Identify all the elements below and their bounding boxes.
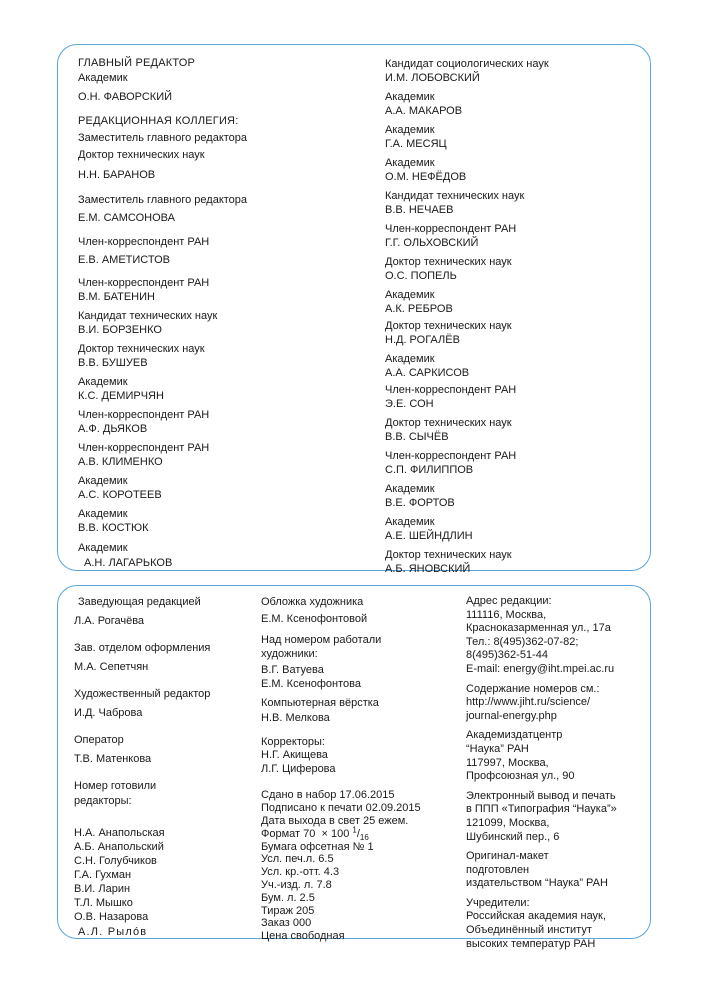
board-member [385,548,645,576]
title-line: Член-корреспондент РАН [78,277,210,289]
staff-entry [261,634,451,691]
imprint-line: Подписано к печати 02.09.2015 [261,802,421,815]
person-line: М.А. Сепетчян [74,661,149,673]
person-line: Н.Г. Акищева [261,749,328,762]
address-line: в ППП «Типография “Наука”» [466,803,617,816]
board-member [385,222,645,250]
role-line: Зав. отделом оформления [74,642,211,654]
title-line: Член-корреспондент РАН [385,450,517,462]
format-times: × 100 [321,827,350,840]
title-line: Член-корреспондент РАН [78,236,210,248]
editor-name: В.И. Ларин [74,883,131,895]
board-member [78,234,368,267]
imprint-line: Сдано в набор 17.06.2015 [261,789,395,802]
publisher-address [466,729,646,783]
name-line: А.А. САРКИСОВ [385,367,470,379]
address-line: 121099, Москва, [466,816,550,829]
name-line: К.С. ДЕМИРЧЯН [78,390,164,402]
founder-line: высоких температур РАН [466,937,596,950]
name-line: О.Н. ФАВОРСКИЙ [78,91,173,103]
editor-in-chief [78,56,368,104]
editor-name: А.Л. Рылóв [78,926,148,938]
name-line: И.М. ЛОБОВСКИЙ [385,72,480,84]
title-line: Академик [78,376,128,388]
board-member [385,383,645,411]
title-line: Академик [385,91,435,103]
board-member [385,482,645,510]
name-line: Е.М. САМСОНОВА [78,212,175,224]
role-line: редакторы: [74,795,132,807]
name-line: В.И. БОРЗЕНКО [78,324,162,336]
board-member [78,309,368,337]
person-line: Л.Г. Циферова [261,762,336,775]
format-line: Формат 70 × 100 $^1/_{16}$ [261,825,369,842]
role-line: Художественный редактор [74,688,211,700]
title-line: Член-корреспондент РАН [385,223,517,235]
name-line: Г.Г. ОЛЬХОВСКИЙ [385,237,479,249]
title-line: Заместитель главного редактора [78,132,248,144]
name-line: Э.Е. СОН [385,398,434,410]
credit-line: подготовлен [466,863,530,876]
title-line: Академик [78,475,128,487]
board-right-column [385,57,645,576]
board-member [385,288,645,316]
name-line: А.Н. ЛАГАРЬКОВ [84,557,173,569]
imprint-details [261,789,451,943]
title-line: Академик [385,353,435,365]
staff-column-3 [466,595,646,951]
person-line: Е.М. Ксенофонтова [261,677,361,690]
name-line: А.Е. ШЕЙНДЛИН [385,530,473,542]
editorial-address [466,595,646,677]
title-line: Академик [78,72,128,84]
link-heading: Содержание номеров см.: [466,682,600,695]
phone-line: 8(495)362-51-44 [466,649,548,662]
staff-entry [74,595,254,628]
role-line: Обложка художника [261,596,364,608]
role-line: Заведующая редакцией [78,596,201,608]
staff-column-2 [261,595,451,943]
title-line: Доктор технических наук [78,149,205,161]
name-line: В.В. КОСТЮК [78,522,149,534]
title-line: Кандидат технических наук [385,190,525,202]
board-member [78,540,368,570]
title-line: Заместитель главного редактора [78,194,248,206]
board-member [385,352,645,380]
name-line: А.В. КЛИМЕНКО [78,456,163,468]
credit-line: Оригинал-макет [466,850,549,863]
board-member [78,408,368,436]
board-member [78,342,368,370]
person-line: Л.А. Рогачёва [74,615,145,627]
role-line: Компьютерная вёрстка [261,697,379,710]
staff-entry [74,641,254,674]
founder-line: Российская академия наук, [466,910,606,923]
staff-entry [261,595,451,626]
board-member [385,449,645,477]
person-line: Т.В. Матенкова [74,753,152,765]
imprint-line: Усл. печ.л. 6.5 [261,853,334,866]
name-line: В.В. СЫЧЁВ [385,431,449,443]
name-line: Н.Д. РОГАЛЁВ [385,334,460,346]
name-line: Г.А. МЕСЯЦ [385,138,447,150]
title-line: Кандидат технических наук [78,310,218,322]
address-line: Академиздатцентр [466,729,563,742]
name-line: О.М. НЕФЁДОВ [385,171,467,183]
board-member [385,416,645,444]
title-line: Член-корреспондент РАН [385,384,517,396]
title-line: Член-корреспондент РАН [78,409,210,421]
title-line: Академик [385,157,435,169]
name-line: А.К. РЕБРОВ [385,303,453,315]
board-member [78,474,368,502]
staff-entry [74,733,254,766]
credit-line: издательством “Наука” РАН [466,877,608,890]
imprint-line: Заказ 000 [261,917,312,930]
board-member [78,375,368,403]
person-line: В.Г. Ватуева [261,664,324,677]
format-prefix: Формат 70 [261,827,316,840]
role-line: Номер готовили [74,780,157,792]
name-line: А.Б. ЯНОВСКИЙ [385,563,471,575]
phone-line: Тел.: 8(495)362-07-82; [466,635,579,648]
email-line: E-mail: energy@iht.mpei.ac.ru [466,662,615,675]
name-line: В.Е. ФОРТОВ [385,497,455,509]
board-left-column [78,56,368,570]
imprint-line: Бумага офсетная № 1 [261,840,374,853]
board-member [385,57,645,85]
format-denominator: 16 [359,832,369,842]
address-line: “Наука” РАН [466,742,529,755]
name-line: Н.Н. БАРАНОВ [78,169,156,181]
title-line: Академик [385,289,435,301]
section-heading: ГЛАВНЫЙ РЕДАКТОР [78,57,196,69]
title-line: Член-корреспондент РАН [78,442,210,454]
title-line: Доктор технических наук [385,256,512,268]
editorial-board-heading-block [78,113,368,182]
address-line: Красноказарменная ул., 17а [466,622,611,635]
name-line: В.М. БАТЕНИН [78,291,155,303]
board-member [385,123,645,151]
format-numerator: 1 [352,825,357,835]
name-line: А.А. МАКАРОВ [385,105,463,117]
url-line: journal-energy.php [466,709,557,722]
contents-link [466,683,646,724]
founder-line: Объединённый институт [466,924,592,937]
founders [466,897,646,951]
name-line: В.В. НЕЧАЕВ [385,204,454,216]
name-line: С.П. ФИЛИППОВ [385,464,474,476]
staff-entry [74,779,254,809]
imprint-line: Цена свободная [261,930,345,943]
name-line: В.В. БУШУЕВ [78,357,148,369]
editor-name: Н.А. Анапольская [74,827,165,839]
title-line: Доктор технических наук [78,343,205,355]
imprint-line: Тираж 205 [261,904,315,917]
address-line: Электронный вывод и печать [466,789,616,802]
imprint-line: Усл. кр.-отт. 4.3 [261,866,340,879]
staff-column-1 [74,595,254,940]
board-member [78,276,368,304]
title-line: Доктор технических наук [385,320,512,332]
editor-name: С.Н. Голубчиков [74,855,157,867]
role-line: Над номером работали [261,634,382,646]
title-line: Академик [385,516,435,528]
role-line: Оператор [74,734,124,746]
editor-name: О.В. Назарова [74,911,149,923]
person-line: И.Д. Чаброва [74,707,143,719]
address-line: 117997, Москва, [466,756,549,769]
board-member [78,192,368,225]
address-line: Шубинский пер., 6 [466,830,560,843]
person-line: Н.В. Мелкова [261,711,330,724]
name-line: О.С. ПОПЕЛЬ [385,270,457,282]
title-line: Академик [78,508,128,520]
name-line: А.Ф. ДЬЯКОВ [78,423,148,435]
founders-heading: Учредители: [466,896,530,909]
title-line: Доктор технических наук [385,549,512,561]
title-line: Кандидат социологических наук [385,58,549,70]
staff-entry [74,687,254,720]
address-heading: Адрес редакции: [466,595,552,607]
editors-list [74,826,254,940]
board-member [385,156,645,184]
name-line: Е.В. АМЕТИСТОВ [78,254,171,266]
role-line: художники: [261,647,318,660]
address-line: Профсоюзная ул., 90 [466,770,575,783]
imprint-line: Уч.-изд. л. 7.8 [261,878,332,891]
imprint-line: Бум. л. 2.5 [261,891,315,904]
board-member [385,319,645,347]
name-line: А.С. КОРОТЕЕВ [78,489,162,501]
editor-name: Г.А. Гухман [74,869,132,881]
address-line: 111116, Москва, [466,608,547,621]
board-member [385,189,645,217]
board-member [385,90,645,118]
role-line: Корректоры: [261,735,325,748]
title-line: Академик [78,542,128,554]
title-line: Доктор технических наук [385,417,512,429]
board-member [385,255,645,283]
board-member [78,441,368,469]
layout-credit [466,850,646,891]
staff-entry [261,736,451,777]
person-line: Е.М. Ксенофонтовой [261,613,368,625]
imprint-line: Дата выхода в свет 25 ежем. [261,814,409,827]
editor-name: Т.Л. Мышко [74,897,133,909]
url-line: http://www.jiht.ru/science/ [466,696,591,709]
title-line: Академик [385,483,435,495]
section-heading: РЕДАКЦИОННАЯ КОЛЛЕГИЯ: [78,115,239,127]
printer-address [466,790,646,844]
board-member [78,507,368,535]
staff-entry [261,697,451,725]
board-member [385,515,645,543]
editor-name: А.Б. Анапольский [74,841,164,853]
title-line: Академик [385,124,435,136]
